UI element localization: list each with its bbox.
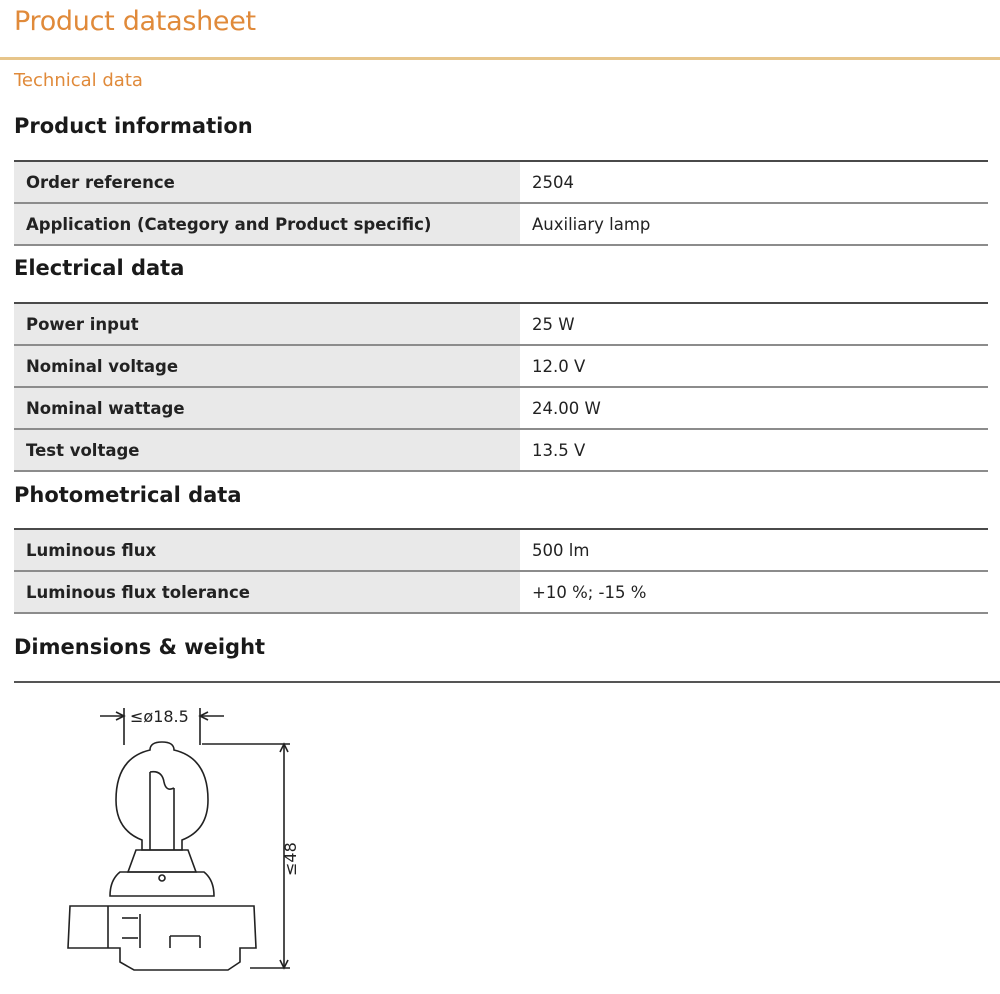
product-information-table xyxy=(14,160,988,246)
page-subtitle: Technical data xyxy=(14,70,143,91)
section-title-electrical-data: Electrical data xyxy=(14,256,185,280)
table-row xyxy=(14,304,988,346)
table-row xyxy=(14,530,988,572)
row-value: 13.5 V xyxy=(532,440,586,460)
row-label: Nominal voltage xyxy=(14,346,520,386)
section-title-dimensions-weight: Dimensions & weight xyxy=(14,635,266,659)
table-row xyxy=(14,204,988,246)
diameter-label: ≤ø18.5 xyxy=(130,707,189,726)
row-value: 500 lm xyxy=(532,540,590,560)
page-title: Product datasheet xyxy=(14,6,256,37)
row-value: +10 %; -15 % xyxy=(532,582,647,602)
title-divider xyxy=(0,57,1000,60)
table-row xyxy=(14,572,988,614)
table-row xyxy=(14,430,988,472)
row-label: Application (Category and Product specific) xyxy=(14,204,520,244)
row-label: Test voltage xyxy=(14,430,520,470)
row-label: Order reference xyxy=(14,162,520,202)
row-value: 24.00 W xyxy=(532,398,601,418)
row-label: Power input xyxy=(14,304,520,344)
dimensions-divider xyxy=(14,681,1000,683)
table-row xyxy=(14,162,988,204)
table-row xyxy=(14,388,988,430)
row-value: 25 W xyxy=(532,314,575,334)
row-label: Luminous flux tolerance xyxy=(14,572,520,612)
row-label: Nominal wattage xyxy=(14,388,520,428)
row-value: 12.0 V xyxy=(532,356,586,376)
height-label: ≤48 xyxy=(281,842,300,876)
section-title-product-information: Product information xyxy=(14,114,253,138)
photometrical-data-table xyxy=(14,528,988,614)
section-title-photometrical-data: Photometrical data xyxy=(14,483,242,507)
row-label: Luminous flux xyxy=(14,530,520,570)
table-row xyxy=(14,346,988,388)
bulb-dimension-drawing xyxy=(50,700,310,980)
electrical-data-table xyxy=(14,302,988,472)
row-value: Auxiliary lamp xyxy=(532,214,651,234)
row-value: 2504 xyxy=(532,172,574,192)
